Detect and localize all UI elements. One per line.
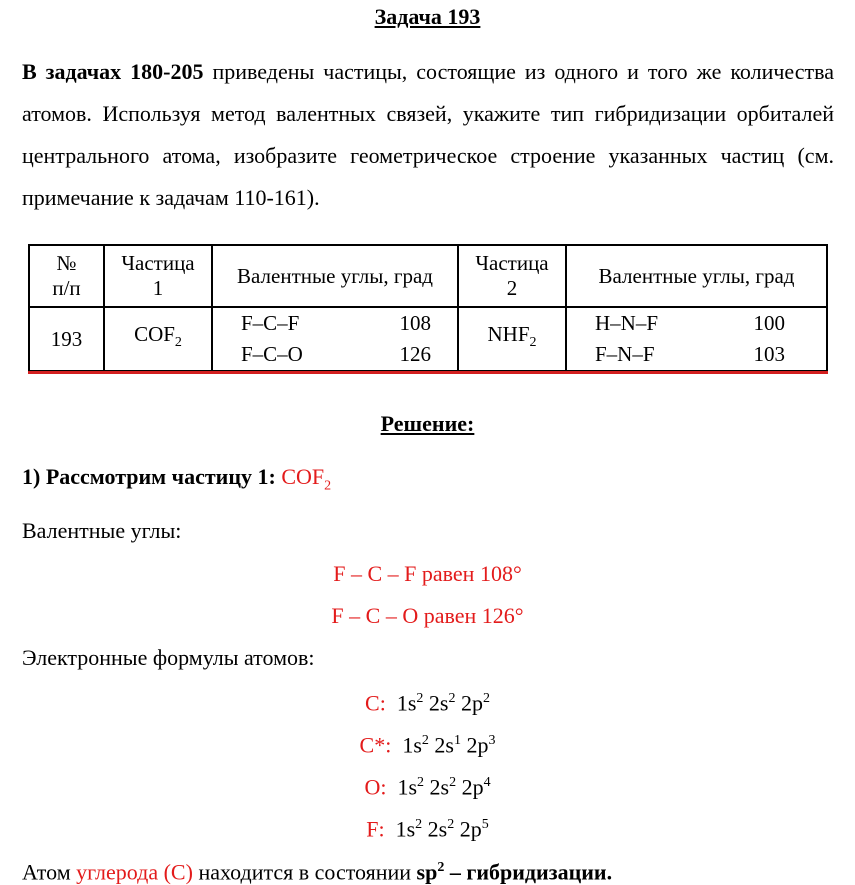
header-particle-1: Частица 1 <box>104 245 212 307</box>
cell-angles-1: F–C–F 108 F–C–O 126 <box>212 307 458 371</box>
header-particle-2: Частица 2 <box>458 245 566 307</box>
angle-line-2: F – C – O равен 126° <box>331 603 524 628</box>
header-number: № п/п <box>29 245 104 307</box>
electron-label: Электронные формулы атомов: <box>22 645 315 670</box>
cell-number: 193 <box>29 307 104 371</box>
task-description <box>22 51 834 219</box>
task-text: приведены частицы, состоящие из одного и того же количества атомов. Используя метод валентных связей, укажите тип гибридизации орбиталей центрального атома, изобразите геометрическое строение указанных частиц (см. примечание к задачам 110-161). <box>22 59 834 210</box>
angle-line-1: F – C – F равен 108° <box>333 561 522 586</box>
task-title: Задача 193 <box>374 4 481 29</box>
red-underline <box>28 371 828 374</box>
formula-c-excited: C*: $1s^2$ $2s^1$ $2p^3$ <box>359 732 496 758</box>
cell-particle-2: $NHF_2$ <box>458 307 566 371</box>
header-angles-2: Валентные углы, град <box>566 245 827 307</box>
formula-o: O: $1s^2$ $2s^2$ $2p^4$ <box>364 774 491 800</box>
cell-particle-1: $COF_2$ <box>104 307 212 371</box>
cell-angles-2: H–N–F 100 F–N–F 103 <box>566 307 827 371</box>
angles-label: Валентные углы: <box>22 518 182 543</box>
step-heading: 1) Рассмотрим частицу 1: $COF_2$ <box>22 464 332 494</box>
formula-f: F: $1s^2$ $2s^2$ $2p^5$ <box>366 816 489 842</box>
formula-c: C: $1s^2$ $2s^2$ $2p^2$ <box>365 690 490 716</box>
hybridization-line: Атом углерода (С) находится в состоянии $sp^2$ – гибридизации. <box>22 859 613 885</box>
task-range: В задачах 180-205 <box>22 59 204 84</box>
table-header-row <box>29 245 827 307</box>
data-table <box>28 244 828 372</box>
solution-title: Решение: <box>380 411 475 436</box>
table-row <box>29 307 827 371</box>
header-angles-1: Валентные углы, град <box>212 245 458 307</box>
